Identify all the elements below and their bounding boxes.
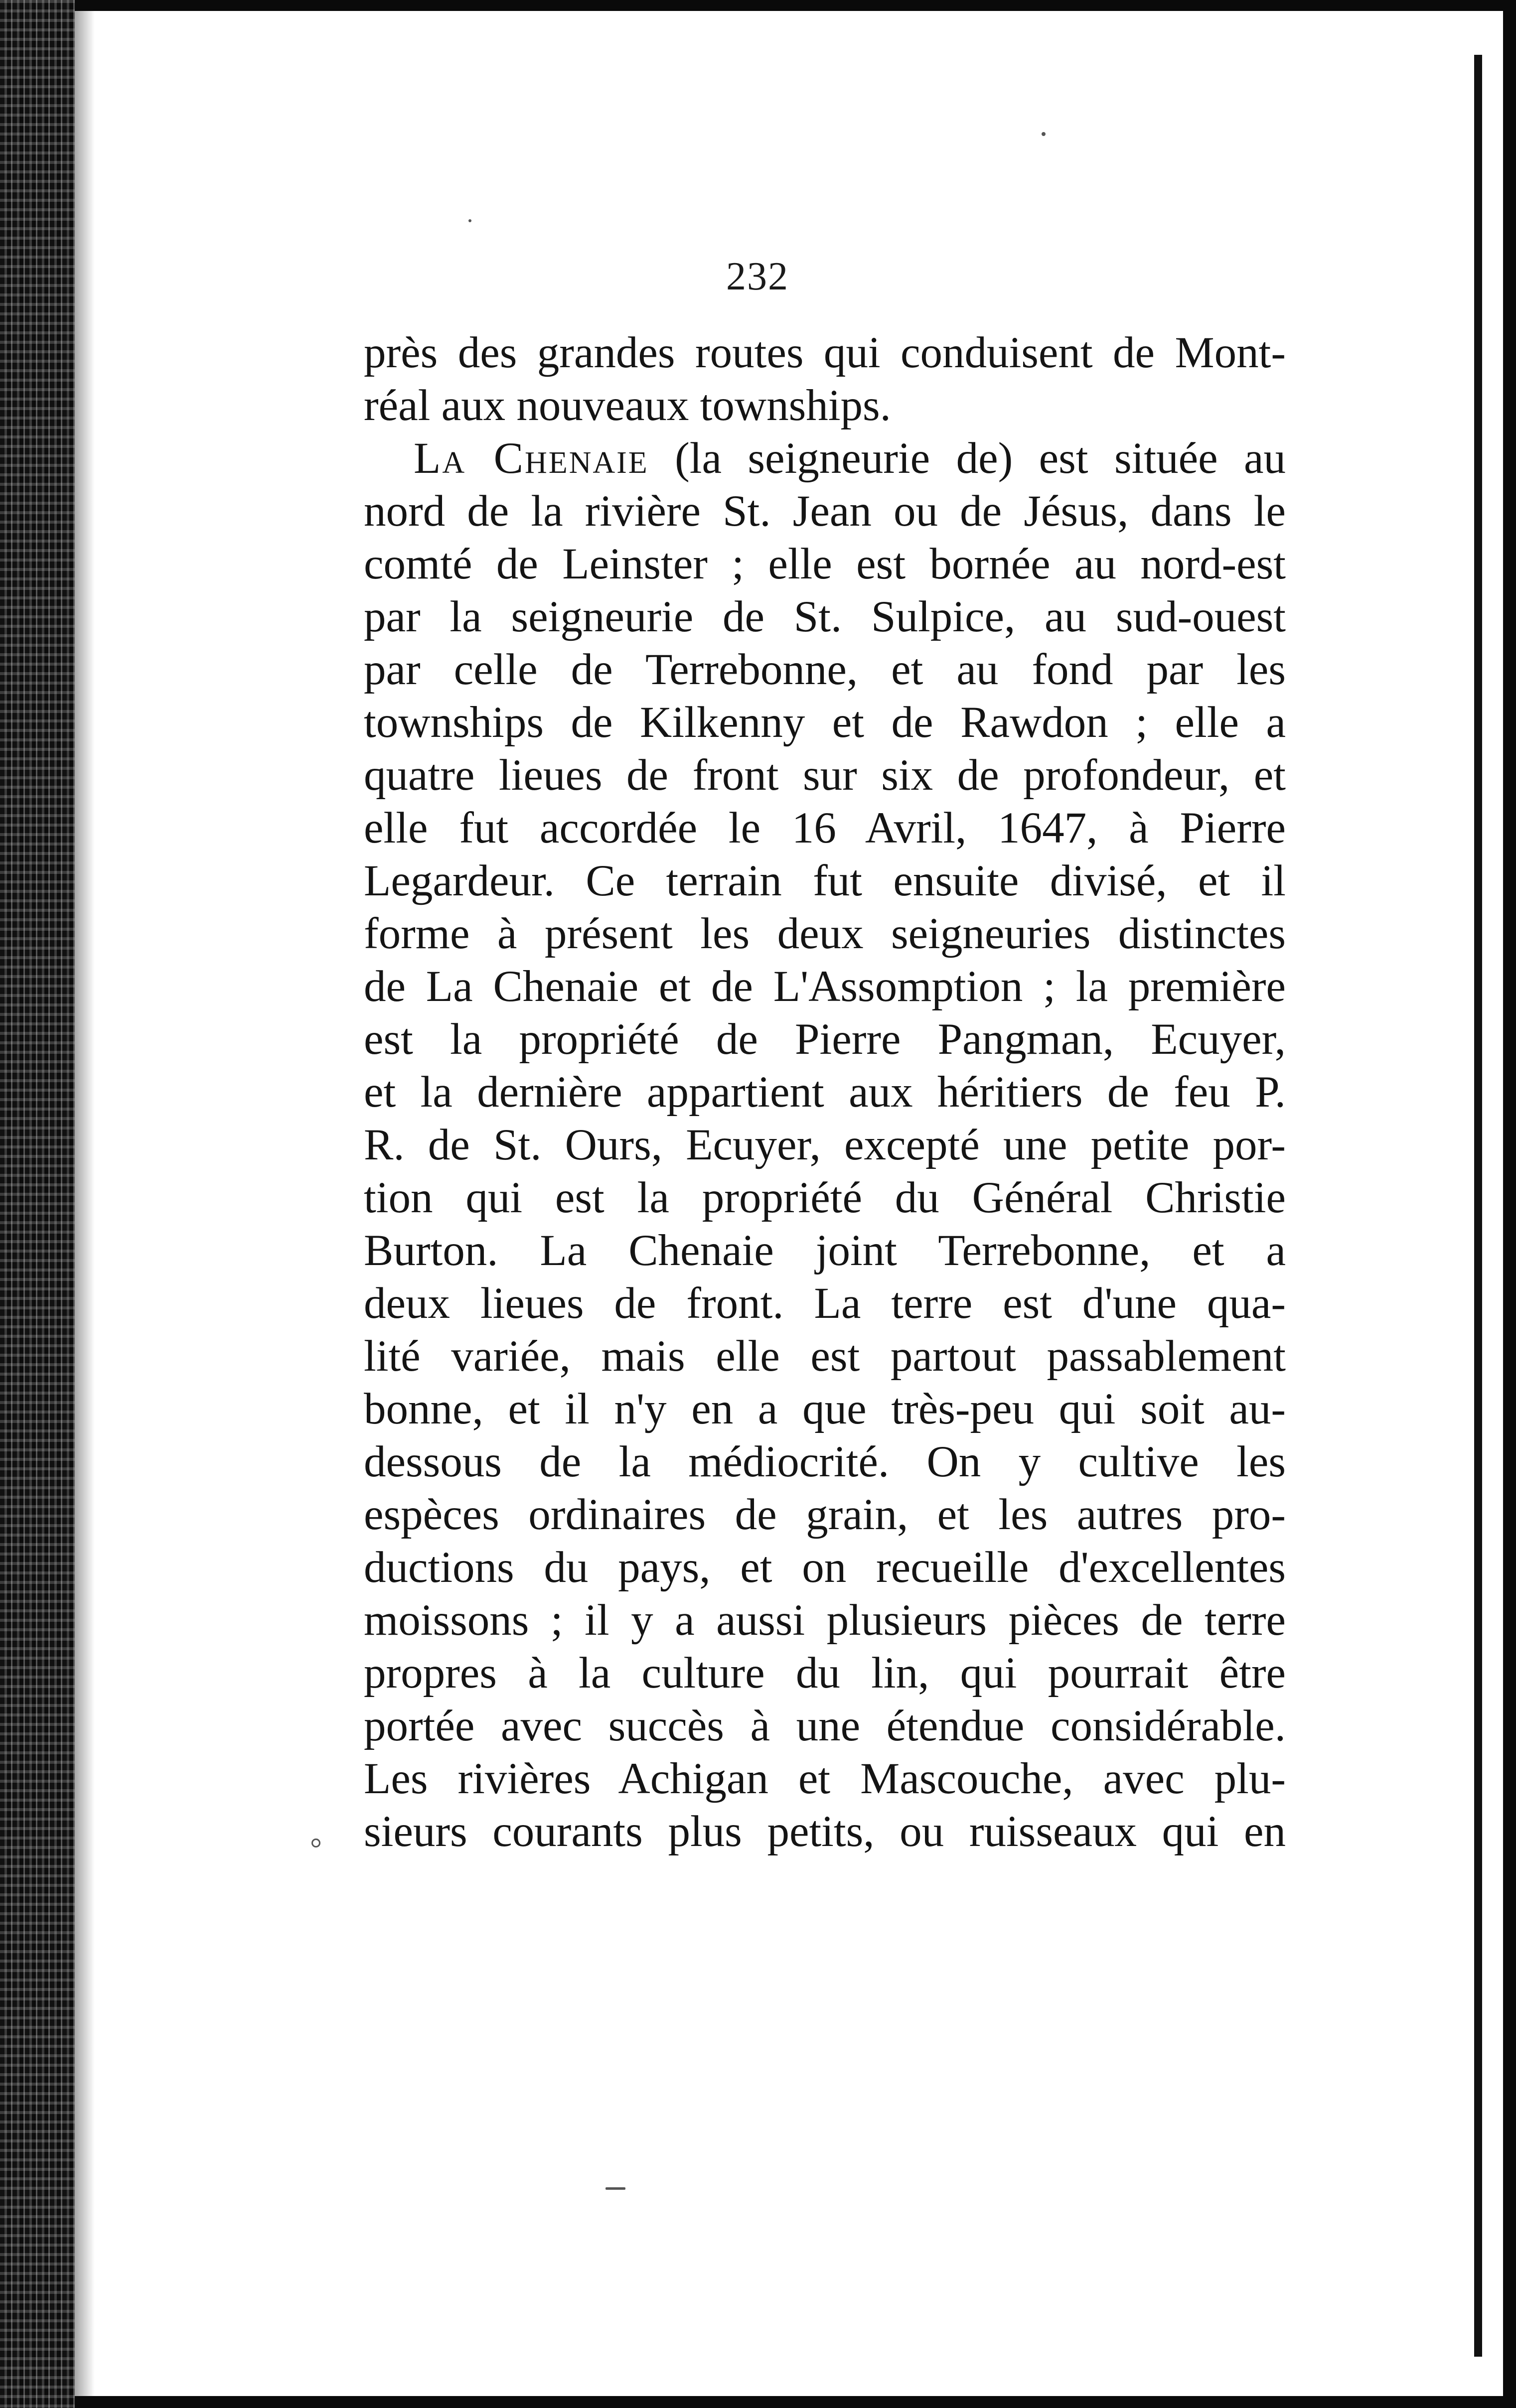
text-line: R. de St. Ours, Ecuyer, excepté une petite por- (364, 1121, 1286, 1169)
text-line: par la seigneurie de St. Sulpice, au sud-ouest (364, 592, 1286, 641)
ink-speck (606, 2187, 625, 2190)
text-line: dessous de la médiocrité. On y cultive les (364, 1437, 1286, 1486)
text-line (364, 432, 1286, 485)
text-line: propres à la culture du lin, qui pourrait être (364, 1649, 1286, 1698)
page-frame-top (75, 0, 1516, 11)
text-line: deux lieues de front. La terre est d'une qua- (364, 1279, 1286, 1328)
ink-speck (311, 1839, 320, 1847)
spine-shadow (75, 0, 95, 2408)
text-line: forme à présent les deux seigneuries distinctes (364, 909, 1286, 958)
text-line: ductions du pays, et on recueille d'excellentes (364, 1543, 1286, 1592)
text-line: quatre lieues de front sur six de profondeur, et (364, 751, 1286, 800)
text-line: réal aux nouveaux townships. (364, 381, 891, 430)
text-line: près des grandes routes qui conduisent de Mont- (364, 328, 1286, 377)
text-line: de La Chenaie et de L'Assomption ; la première (364, 962, 1286, 1011)
ink-speck (1042, 132, 1046, 136)
text-line: elle fut accordée le 16 Avril, 1647, à Pierre (364, 804, 1286, 852)
text-line: est la propriété de Pierre Pangman, Ecuyer, (364, 1015, 1286, 1064)
text-line: moissons ; il y a aussi plusieurs pièces de terre (364, 1596, 1286, 1645)
text-line: espèces ordinaires de grain, et les autres pro- (364, 1490, 1286, 1539)
text-line-rest: (la seigneurie de) est située au (675, 434, 1286, 483)
text-line: par celle de Terrebonne, et au fond par les (364, 645, 1286, 694)
text-line: tion qui est la propriété du Général Christie (364, 1173, 1286, 1222)
text-line: comté de Leinster ; elle est bornée au nord-est (364, 540, 1286, 588)
text-line: Burton. La Chenaie joint Terrebonne, et a (364, 1226, 1286, 1275)
text-line: portée avec succès à une étendue considérable. (364, 1701, 1286, 1750)
page-edge-line (1474, 55, 1482, 2357)
book-spine-edge (0, 0, 75, 2408)
text-line: townships de Kilkenny et de Rawdon ; elle a (364, 698, 1286, 747)
page-frame-bottom (75, 2396, 1516, 2408)
body-text (364, 326, 1286, 1858)
text-line: Legardeur. Ce terrain fut ensuite divisé, et il (364, 856, 1286, 905)
text-line: lité variée, mais elle est partout passablement (364, 1332, 1286, 1381)
page-number: 232 (726, 255, 789, 298)
section-heading: La Chenaie (414, 434, 649, 483)
ink-speck (468, 219, 471, 222)
text-line: nord de la rivière St. Jean ou de Jésus, dans le (364, 487, 1286, 536)
page-frame-right (1503, 0, 1516, 2408)
text-line: sieurs courants plus petits, ou ruisseaux qui en (364, 1807, 1286, 1856)
text-line: Les rivières Achigan et Mascouche, avec plu- (364, 1754, 1286, 1803)
text-line: et la dernière appartient aux héritiers de feu P. (364, 1068, 1286, 1117)
text-line: bonne, et il n'y en a que très-peu qui soit au- (364, 1385, 1286, 1433)
